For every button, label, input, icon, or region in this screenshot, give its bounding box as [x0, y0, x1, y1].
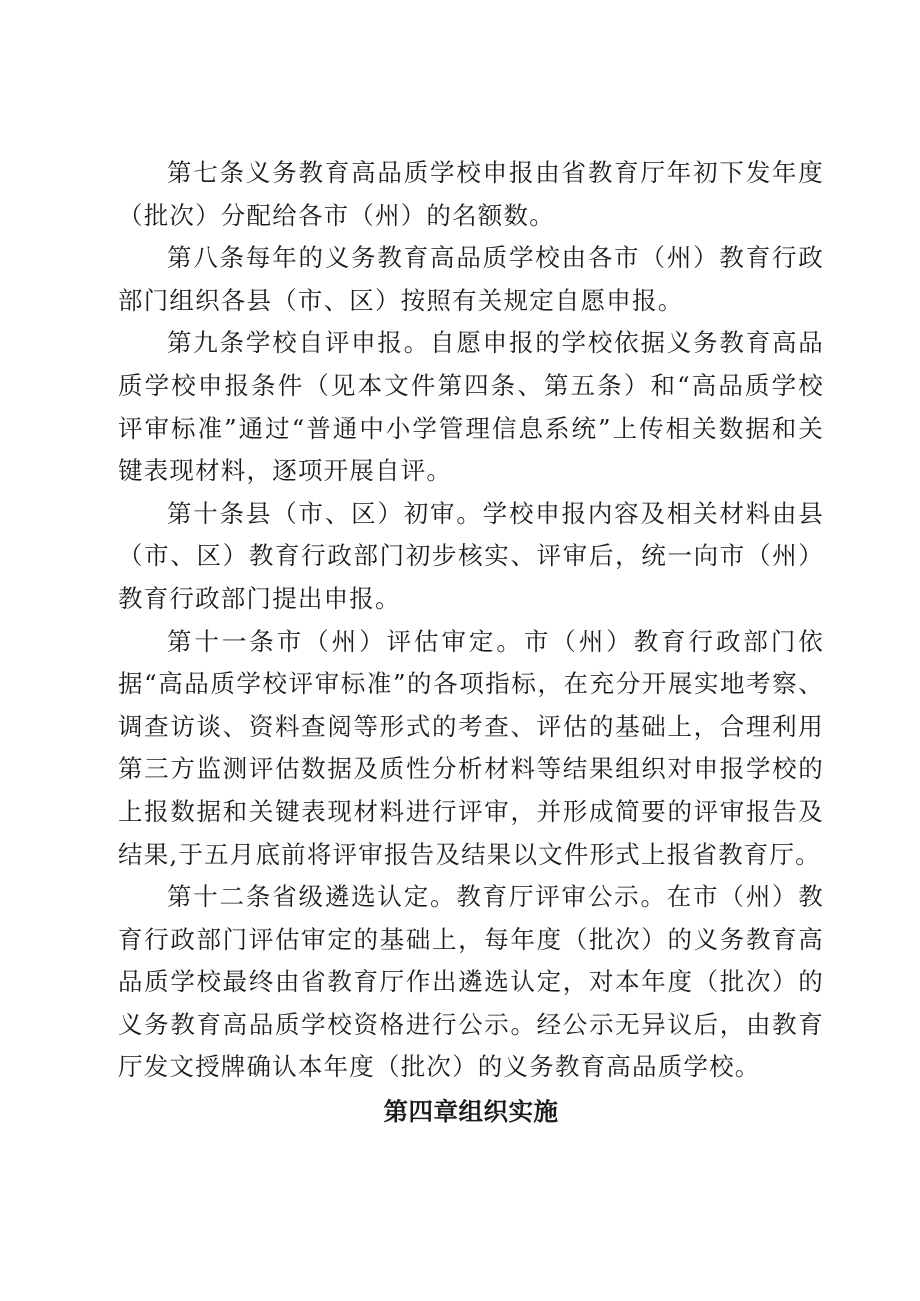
article-10-paragraph: 第十条县（市、区）初审。学校申报内容及相关材料由县（市、区）教育行政部门初步核实、评审后，统一向市（州）教育行政部门提出申报。 — [118, 498, 824, 613]
article-9-paragraph: 第九条学校自评申报。自愿申报的学校依据义务教育高品质学校申报条件（见本文件第四条、第五条）和“高品质学校评审标准”通过“普通中小学管理信息系统”上传相关数据和关键表现材料，逐项开展自评。 — [118, 328, 824, 486]
article-7-paragraph: 第七条义务教育高品质学校申报由省教育厅年初下发年度（批次）分配给各市（州）的名额数。 — [118, 158, 824, 230]
article-8-paragraph: 第八条每年的义务教育高品质学校由各市（州）教育行政部门组织各县（市、区）按照有关规定自愿申报。 — [118, 243, 824, 315]
chapter-heading: 第四章组织实施 — [383, 1097, 559, 1127]
article-11-paragraph: 第十一条市（州）评估审定。市（州）教育行政部门依据“高品质学校评审标准”的各项指标，在充分开展实地考察、调查访谈、资料查阅等形式的考查、评估的基础上，合理利用第三方监测评估数据及质性分析材料等结果组织对申报学校的上报数据和关键表现材料进行评审，并形成简要的评审报告及结果,于五月底前将评审报告及结果以文件形式上报省教育厅。 — [118, 626, 824, 869]
article-12-paragraph: 第十二条省级遴选认定。教育厅评审公示。在市（州）教育行政部门评估审定的基础上，每年度（批次）的义务教育高品质学校最终由省教育厅作出遴选认定，对本年度（批次）的义务教育高品质学校资格进行公示。经公示无异议后，由教育厅发文授牌确认本年度（批次）的义务教育高品质学校。 — [118, 882, 824, 1082]
